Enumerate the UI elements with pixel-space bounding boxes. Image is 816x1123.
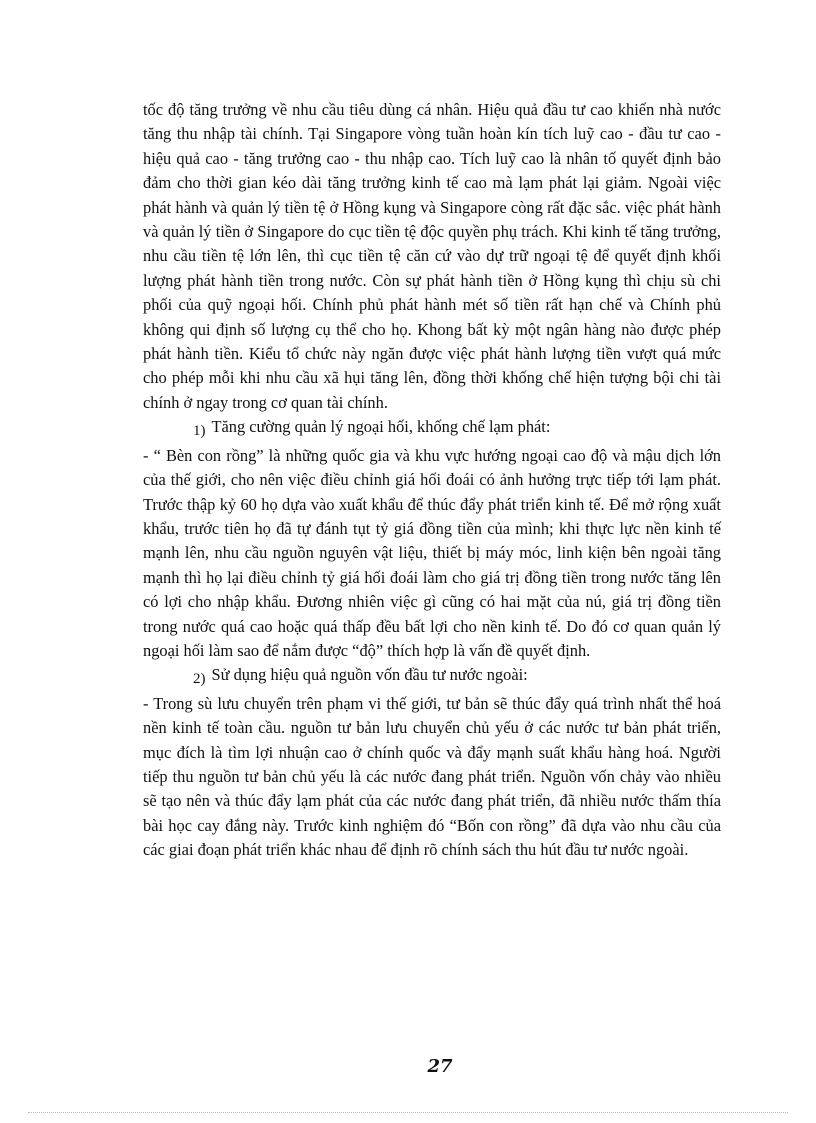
section-1-heading <box>143 415 721 443</box>
section-1-title: Tăng cường quản lý ngoại hối, khống chế lạm phát: <box>211 417 551 437</box>
opening-paragraph: tốc độ tăng trưởng về nhu cầu tiêu dùng cá nhân. Hiệu quả đầu tư cao khiến nhà nước tăng thu nhập tài chính. Tại Singapore vòng tuần hoàn kín tích luỹ cao - đầu tư cao - hiệu quả cao - tăng trưởng cao - thu nhập cao. Tích luỹ cao là nhân tố quyết định bảo đảm cho thời gian kéo dài tăng trưởng kinh tế cao mà lạm phát lại giảm. Ngoài việc phát hành và quản lý tiền tệ ở Hồng kụng và Singapore còng rất đặc sắc. việc phát hành và quản lý tiền ở Singapore do cục tiền tệ độc quyền phụ trách. Khi kinh tế tăng trưởng, nhu cầu tiền tệ lớn lên, thì cục tiền tệ căn cứ vào dự trữ ngoại tệ để quyết định khối lượng phát hành tiền trong nước. Còn sự phát hành tiền ở Hồng kụng thì chịu sù chi phối của quỹ ngoại hối. Chính phủ phát hành mét số tiền rất hạn chế và Chính phủ không qui định số lượng cụ thể cho họ. Khong bất kỳ một ngân hàng nào được phép phát hành tiền. Kiểu tổ chức này ngăn được việc phát hành lượng tiền vượt quá mức cho phép mỗi khi nhu cầu xã hụi tăng lên, đồng thời khống chế hiện tượng bội chi tài chính ở ngay trong cơ quan tài chính. <box>143 100 721 412</box>
section-2-heading <box>143 663 721 691</box>
section-2-body: - Trong sù lưu chuyển trên phạm vi thế giới, tư bản sẽ thúc đẩy quá trình nhất thể hoá nền kinh tế toàn cầu. nguồn tư bản lưu chuyển chủ yếu ở các nước tư bản phát triển, mục đích là tìm lợi nhuận cao ở chính quốc và đẩy mạnh suất khẩu hàng hoá. Người tiếp thu nguồn tư bản chủ yếu là các nước đang phát triển. Nguồn vốn chảy vào nhiều sẽ tạo nên và thúc đẩy lạm phát của các nước đang phát triển, đã nhiều nước thấm thía bài học cay đắng này. Trước kinh nghiệm đó “Bốn con rồng” đã dựa vào nhu cầu của các giai đoạn phát triển khác nhau để định rõ chính sách thu hút đầu tư nước ngoài. <box>143 693 721 860</box>
page-body <box>143 98 721 863</box>
section-2-title: Sử dụng hiệu quả nguồn vốn đầu tư nước ngoài: <box>211 665 528 685</box>
section-1-number: 1) <box>193 423 206 440</box>
section-1-body: - “ Bèn con rồng” là những quốc gia và khu vực hướng ngoại cao độ và mậu dịch lớn của thế giới, cho nên việc điều chỉnh giá hối đoái có ảnh hưởng trực tiếp tới lạm phát. Trước thập kỷ 60 họ dựa vào xuất khẩu để thúc đẩy phát triển kinh tế. Để mở rộng xuất khẩu, trước tiên họ đã tự đánh tụt tỷ giá đồng tiền của mình; khi thực lực nền kinh tế mạnh lên, nhu cầu nguồn nguyên vật liệu, thiết bị máy móc, linh kiện bên ngoài tăng mạnh thì họ lại điều chỉnh tỷ giá hối đoái làm cho giá trị đồng tiền trong nước tăng lên có lợi cho nhập khẩu. Đương nhiên việc gì cũng có hai mặt của nú, giá trị đồng tiền trong nước quá cao hoặc quá thấp đều bất lợi cho nền kinh tế. Do đó cơ quan quản lý ngoại hối làm sao để nắm được “độ” thích hợp là vấn đề quyết định. <box>143 445 721 660</box>
footer-divider <box>28 1112 788 1113</box>
section-2-number: 2) <box>193 671 206 688</box>
page-number: 27 <box>427 1056 453 1077</box>
